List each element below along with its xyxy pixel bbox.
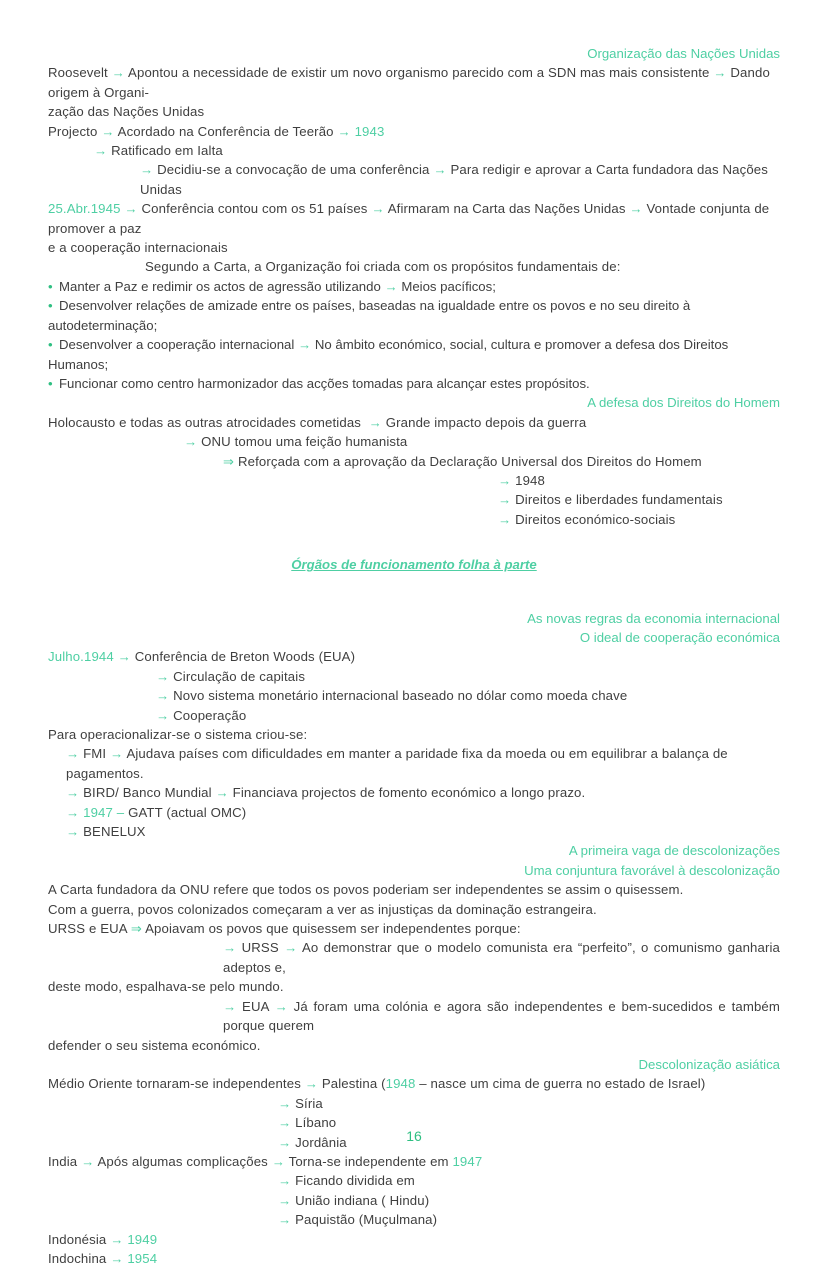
line-segundo-carta: Segundo a Carta, a Organização foi criada com os propósitos fundamentais de: <box>145 259 621 275</box>
bullet-text: Desenvolver relações de amizade entre os países, baseadas na igualdade entre os povos e no seu direito à autodeterminação; <box>48 298 691 333</box>
arrow-icon: → <box>81 1153 95 1169</box>
line-urss-detail <box>48 938 784 977</box>
text-jordania: Jordânia <box>295 1134 347 1150</box>
text-ano-1948: 1948 <box>515 472 545 488</box>
line-roosevelt <box>48 63 780 102</box>
arrow-icon: → <box>629 201 643 217</box>
arrow-icon: → <box>184 434 198 450</box>
text-ratificado: Ratificado em Ialta <box>111 143 223 159</box>
line-reforcada <box>48 452 780 471</box>
line-urss-detail-cont: deste modo, espalhava-se pelo mundo. <box>48 979 284 995</box>
line-onu-humanista <box>48 432 780 451</box>
list-item <box>48 296 780 335</box>
bullet-text-after: No âmbito económico, social, cultura e promover a defesa dos Direitos Humanos; <box>48 337 729 372</box>
line-ano-1948 <box>48 471 780 490</box>
text-eua-desc: Já foram uma colónia e agora são independentes e bem-sucedidos e também porque querem <box>223 998 784 1034</box>
text-bird-desc: Financiava projectos de fomento económico a longo prazo. <box>232 785 586 801</box>
text-open-paren: ( <box>381 1076 386 1092</box>
arrow-icon: → <box>111 65 125 81</box>
text-decidiu-purpose: Para redigir e aprovar a Carta fundadora das Nações Unidas <box>140 162 772 197</box>
line-carta-onu: A Carta fundadora da ONU refere que todos os povos poderiam ser independentes se assim o quisessem. <box>48 882 684 898</box>
text-palestina-note: – nasce um cima de guerra no estado de Israel) <box>419 1076 706 1092</box>
arrow-icon: → <box>140 162 154 178</box>
text-eua-label: EUA <box>242 998 269 1014</box>
section-heading-asia: Descolonização asiática <box>638 1056 780 1072</box>
arrow-icon: → <box>371 201 385 217</box>
text-projecto-body: Acordado na Conferência de Teerão <box>117 123 334 139</box>
text-palestina: Palestina <box>321 1076 378 1092</box>
text-urss-label: URSS <box>241 940 279 956</box>
line-indochina <box>48 1249 780 1268</box>
line-eua-detail <box>48 997 784 1036</box>
line-fmi <box>48 744 780 783</box>
text-conference-date: 25.Abr.1945 <box>48 201 121 217</box>
text-fmi-label: FMI <box>83 746 107 762</box>
bullet-icon: • <box>48 337 53 353</box>
text-ficando: Ficando dividida em <box>295 1173 415 1189</box>
arrow-icon: → <box>94 143 108 159</box>
arrow-icon: → <box>278 1095 292 1111</box>
text-bird-label: BIRD/ Banco Mundial <box>83 785 212 801</box>
line-projecto <box>48 122 780 141</box>
arrow-icon: → <box>110 1231 124 1247</box>
arrow-icon: → <box>337 123 351 139</box>
arrow-icon: → <box>117 649 131 665</box>
text-decidiu: Decidiu-se a convocação de uma conferência <box>157 162 430 178</box>
line-conferencia-1945 <box>48 199 780 238</box>
line-ficando-dividida <box>48 1171 780 1190</box>
text-projecto-year: 1943 <box>354 123 385 139</box>
text-indochina-year: 1954 <box>127 1250 158 1266</box>
bullet-text-after: Meios pacíficos; <box>401 278 496 294</box>
section-heading-onu: Organização das Nações Unidas <box>587 46 780 61</box>
line-india <box>48 1152 780 1171</box>
arrow-icon: → <box>433 162 447 178</box>
text-indonesia-year: 1949 <box>127 1231 158 1247</box>
page-content <box>48 44 784 1268</box>
bullet-text: Desenvolver a cooperação internacional <box>59 337 295 353</box>
line-urss-eua <box>48 919 780 938</box>
text-reforcada: Reforçada com a aprovação da Declaração Universal dos Direitos do Homem <box>237 453 702 469</box>
text-medio-oriente: Médio Oriente tornaram-se independentes <box>48 1076 301 1092</box>
arrow-icon: → <box>498 511 512 527</box>
section-heading-descolonizacao-1: A primeira vaga de descolonizações <box>568 843 780 859</box>
line-com-guerra: Com a guerra, povos colonizados começaram a ver as injustiças da dominação estrangeira. <box>48 901 597 917</box>
section-heading-descolonizacao-2: Uma conjuntura favorável à descolonização <box>524 862 780 878</box>
arrow-icon: → <box>304 1076 319 1092</box>
line-cooperacao <box>48 706 780 725</box>
line-direitos-liberdades <box>48 490 780 509</box>
note-orgaos-text: Órgãos de funcionamento folha à parte <box>291 557 537 573</box>
list-item <box>48 374 780 393</box>
arrow-icon: → <box>156 688 170 704</box>
text-julho-1944: Julho.1944 <box>48 649 114 665</box>
line-operacionalizar: Para operacionalizar-se o sistema criou-se: <box>48 727 308 742</box>
line-gatt <box>48 803 780 822</box>
line-bird <box>48 783 780 802</box>
section-heading-economia-2: O ideal de cooperação económica <box>579 629 780 645</box>
text-conference-charter: Afirmaram na Carta das Nações Unidas <box>387 201 626 217</box>
arrow-icon: → <box>110 746 124 762</box>
line-holocausto <box>48 413 780 432</box>
text-holocausto: Holocausto e todas as outras atrocidades cometidas <box>48 414 362 430</box>
arrow-icon: → <box>215 785 229 801</box>
line-conferencia-cont: e a cooperação internacionais <box>48 240 228 256</box>
text-paquistao: Paquistão (Muçulmana) <box>295 1212 438 1228</box>
arrow-icon: → <box>156 668 170 684</box>
text-roosevelt-result: Dando origem à Organi- <box>48 65 774 100</box>
bullet-text: Manter a Paz e redimir os actos de agressão utilizando <box>59 278 381 294</box>
text-india-complic: Após algumas complicações <box>97 1153 268 1169</box>
arrow-icon: → <box>66 785 80 801</box>
text-fmi-desc: Ajudava países com dificuldades em manter a paridade fixa da moeda ou em equilibrar a balança de pagamentos. <box>66 746 732 781</box>
text-cooperacao: Cooperação <box>173 707 247 723</box>
spacer <box>48 529 780 555</box>
section-heading-direitos: A defesa dos Direitos do Homem <box>587 395 780 411</box>
arrow-icon: → <box>278 1115 292 1131</box>
text-gatt-year: 1947 <box>83 804 113 820</box>
arrow-icon: → <box>284 940 298 956</box>
arrow-icon: → <box>66 804 80 820</box>
text-projecto-subject: Projecto <box>48 123 98 139</box>
text-libano: Líbano <box>295 1115 337 1131</box>
line-roosevelt-cont: zação das Nações Unidas <box>48 104 205 120</box>
arrow-icon: → <box>223 940 237 956</box>
arrow-icon: → <box>124 201 138 217</box>
bullet-text: Funcionar como centro harmonizador das acções tomadas para alcançar estes propósitos. <box>59 375 590 391</box>
text-urss-eua-body: Apoiavam os povos que quisessem ser independentes porque: <box>145 921 521 937</box>
arrow-icon: → <box>66 746 80 762</box>
arrow-icon: → <box>498 472 512 488</box>
arrow-icon: → <box>278 1173 292 1189</box>
line-sistema-monetario <box>48 686 780 705</box>
line-uniao-indiana <box>48 1191 780 1210</box>
text-indochina-label: Indochina <box>48 1250 107 1266</box>
line-benelux <box>48 822 780 841</box>
arrow-icon: → <box>223 998 237 1014</box>
text-india-year: 1947 <box>452 1153 483 1169</box>
text-roosevelt-subject: Roosevelt <box>48 65 108 81</box>
arrow-icon: → <box>101 123 115 139</box>
text-direitos-economicos: Direitos económico-sociais <box>515 511 676 527</box>
arrow-icon: → <box>271 1153 286 1169</box>
line-paquistao <box>48 1210 780 1229</box>
arrow-icon: → <box>156 707 170 723</box>
line-ratificado <box>48 141 780 160</box>
text-india-indep: Torna-se independente em <box>288 1153 449 1169</box>
text-gatt-dash: – <box>116 804 125 820</box>
line-eua-detail-cont: defender o seu sistema económico. <box>48 1037 261 1053</box>
bullet-icon: • <box>48 278 53 294</box>
section-heading-economia-1: As novas regras da economia internacional <box>527 610 780 626</box>
line-bretton-woods <box>48 647 780 666</box>
line-direitos-economicos <box>48 510 780 529</box>
line-circulacao-capitais <box>48 667 780 686</box>
arrow-icon: → <box>384 278 398 294</box>
text-gatt-label: GATT (actual OMC) <box>128 804 247 820</box>
list-item <box>48 277 780 296</box>
text-conference-will: Vontade conjunta de promover a paz <box>48 201 774 236</box>
line-indonesia <box>48 1230 780 1249</box>
line-medio-oriente <box>48 1074 780 1093</box>
double-arrow-icon: ⇒ <box>223 453 235 469</box>
text-indonesia-label: Indonésia <box>48 1231 107 1247</box>
bullet-icon: • <box>48 298 53 314</box>
text-siria: Síria <box>295 1095 323 1111</box>
arrow-icon: → <box>368 414 382 430</box>
list-item <box>48 335 780 374</box>
arrow-icon: → <box>298 337 312 353</box>
line-siria <box>48 1094 780 1113</box>
text-urss-eua-label: URSS e EUA <box>48 921 128 937</box>
text-conference-countries: Conferência contou com os 51 países <box>141 201 368 217</box>
text-palestina-year: 1948 <box>385 1076 416 1092</box>
spacer <box>48 575 780 609</box>
text-circulacao: Circulação de capitais <box>173 668 306 684</box>
text-onu-humanista: ONU tomou uma feição humanista <box>201 434 408 450</box>
arrow-icon: → <box>110 1250 124 1266</box>
line-decidiu <box>48 160 780 199</box>
text-holocausto-impact: Grande impacto depois da guerra <box>385 414 587 430</box>
text-uniao: União indiana ( Hindu) <box>295 1192 430 1208</box>
bullet-icon: • <box>48 375 53 391</box>
text-benelux: BENELUX <box>83 824 146 840</box>
arrow-icon: → <box>713 65 727 81</box>
arrow-icon: → <box>498 492 512 508</box>
text-direitos-liberdades: Direitos e liberdades fundamentais <box>515 492 723 508</box>
arrow-icon: → <box>278 1192 292 1208</box>
arrow-icon: → <box>274 998 288 1014</box>
arrow-icon: → <box>66 824 80 840</box>
arrow-icon: → <box>278 1212 292 1228</box>
arrow-icon: → <box>278 1134 292 1150</box>
text-urss-desc: Ao demonstrar que o modelo comunista era “perfeito”, o comunismo ganharia adeptos e, <box>223 940 784 975</box>
note-orgaos-funcionamento <box>48 555 780 574</box>
text-bretton-woods: Conferência de Breton Woods (EUA) <box>134 649 356 665</box>
double-arrow-icon: ⇒ <box>130 921 142 937</box>
page-number: 16 <box>406 1128 422 1144</box>
text-roosevelt-body: Apontou a necessidade de existir um novo organismo parecido com a SDN mas mais consistente <box>128 65 710 81</box>
text-india-label: India <box>48 1153 78 1169</box>
text-monetario: Novo sistema monetário internacional baseado no dólar como moeda chave <box>173 688 628 704</box>
